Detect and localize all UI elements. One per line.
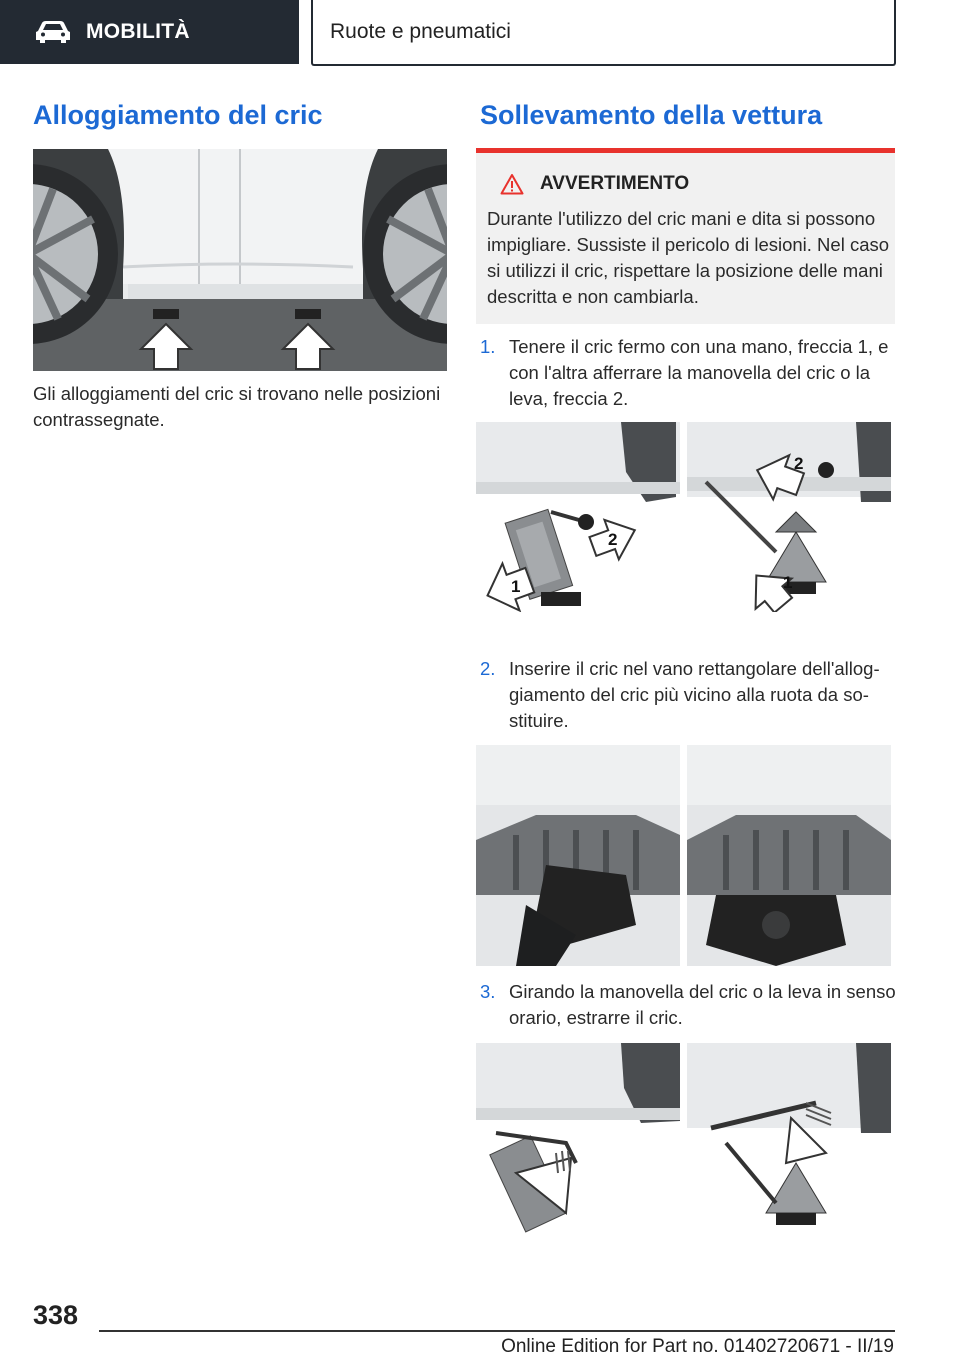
section-title-jack-points: Alloggiamento del cric	[33, 100, 323, 130]
step-text: Tenere il cric fermo con una mano, freccia 1, e con l'altra afferrare la manovella del cric o la leva, freccia 2.	[509, 336, 889, 409]
car-icon	[34, 19, 72, 45]
footer-divider	[99, 1330, 895, 1332]
jack-points-caption: Gli alloggiamenti del cric si trovano nelle posizioni contrassegnate.	[33, 383, 441, 430]
jack-extension-image	[476, 1043, 891, 1238]
warning-body: Durante l'utilizzo del cric mani e dita si possono impigliare. Sussiste il pericolo di lesioni. Nel caso si utilizzi il cric, rispettare la posizione delle mani descritta e non cambiarla.	[487, 208, 890, 307]
page-number: 338	[33, 1300, 79, 1330]
section-label: MOBILITÀ	[86, 20, 190, 43]
chapter-tab	[311, 0, 896, 66]
section-tab	[0, 0, 299, 64]
warning-title: AVVERTIMENTO	[540, 173, 690, 194]
step-text: Inserire il cric nel vano rettangolare dell'allog- giamento del cric più vicino alla ruota da so- stituire.	[509, 658, 880, 731]
footer-edition: Online Edition for Part no. 01402720671 - II/19	[501, 1336, 894, 1357]
arrow-label-2: 2	[608, 530, 618, 549]
arrow-label-2: 2	[794, 454, 804, 473]
step-text: Girando la manovella del cric o la leva in senso orario, estrarre il cric.	[509, 981, 896, 1028]
arrow-label-1: 1	[783, 573, 793, 592]
step-number: 3.	[480, 981, 496, 1002]
jack-holding-image	[476, 422, 891, 612]
warning-triangle-icon	[500, 173, 524, 195]
step-number: 2.	[480, 658, 496, 679]
step-3	[480, 979, 900, 1031]
car-side-jack-points-image	[33, 149, 447, 371]
warning-box	[476, 148, 895, 324]
step-2	[480, 656, 900, 734]
chapter-label: Ruote e pneumatici	[330, 20, 511, 43]
step-1	[480, 334, 900, 412]
arrow-label-1: 1	[511, 577, 521, 596]
section-title-lifting: Sollevamento della vettura	[480, 100, 823, 130]
jack-insertion-image	[476, 745, 891, 966]
step-number: 1.	[480, 336, 496, 357]
